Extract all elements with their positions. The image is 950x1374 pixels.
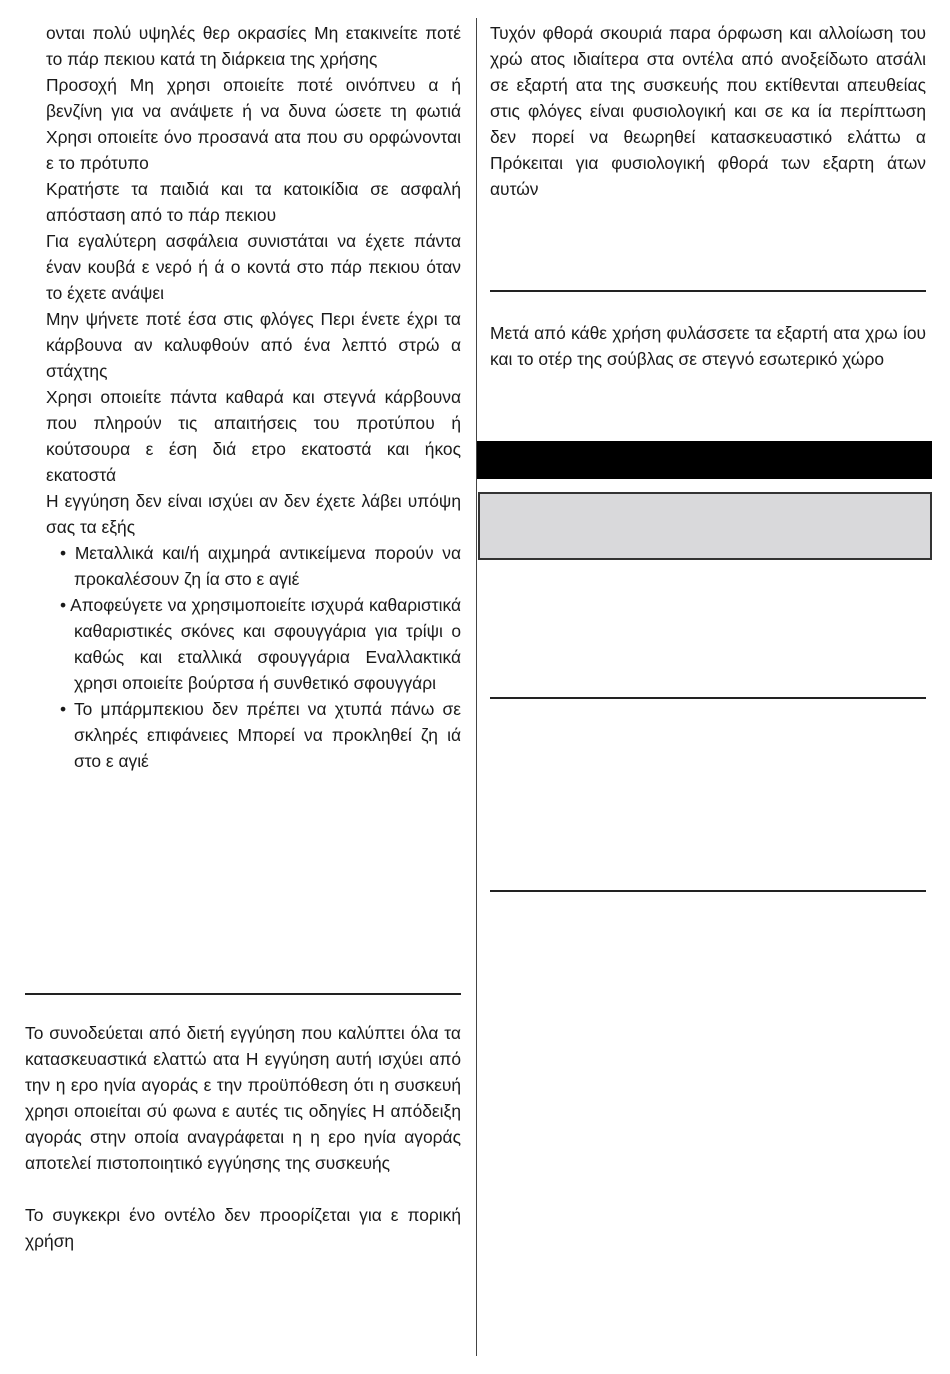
paragraph-storage: Μετά από κάθε χρήση φυλάσσετε τα εξαρτή ατα χρω ίου και το οτέρ της σούβλας σε στεγνό εσωτερικό χώρο xyxy=(490,323,926,369)
right-column xyxy=(490,20,926,202)
paragraph-dry-charcoal: Χρησι οποιείτε πάντα καθαρά και στεγνά κάρβουνα που πληρούν τις απαιτήσεις του προτύπου ή κούτσουρα ε έση διά ετρο εκατοστά και ήκος εκατοστά xyxy=(46,387,461,485)
section-subheader-box xyxy=(478,492,932,560)
bullet-hard-surfaces: • Το μπάρμπεκιου δεν πρέπει να χτυπά πάνω σε σκληρές επιφάνειες Μπορεί να προκληθεί ζη ιά στο ε αγιέ xyxy=(60,699,461,771)
section-divider-right-2 xyxy=(490,697,926,699)
section-header-bar xyxy=(477,441,932,479)
bullet-cleaning: • Αποφεύγετε να χρησιμοποιείτε ισχυρά καθαριστικά καθαριστικές σκόνες και σφουγγάρια για τρίψι ο καθώς και εταλλικά σφουγγάρια Εναλλακτικά χρησι οποιείτε βούρτσα ή συνθετικό σφουγγάρι xyxy=(60,595,461,693)
paragraph-no-flames: Μην ψήνετε ποτέ έσα στις φλόγες Περι ένετε έχρι τα κάρβουνα αν καλυφθούν από ένα λεπτό στρώ α στάχτης xyxy=(46,309,461,381)
storage-section xyxy=(490,320,926,372)
section-divider-right-3 xyxy=(490,890,926,892)
paragraph-warranty-void: Η εγγύηση δεν είναι ισχύει αν δεν έχετε λάβει υπόψη σας τα εξής xyxy=(46,491,461,537)
column-divider xyxy=(476,18,477,1356)
paragraph-water-bucket: Για εγαλύτερη ασφάλεια συνιστάται να έχετε πάντα έναν κουβά ε νερό ή ά ο κοντά στο πάρ πεκιου όταν το έχετε ανάψει xyxy=(46,231,461,303)
section-divider-left xyxy=(25,993,461,995)
paragraph-not-commercial: Το συγκεκρι ένο οντέλο δεν προορίζεται για ε πορική χρήση xyxy=(25,1205,461,1251)
paragraph-warning-alcohol: Προσοχή Μη χρησι οποιείτε ποτέ οινόπνευ α ή βενζίνη για να ανάψετε ή να δυνα ώσετε τη φωτιά Χρησι οποιείτε όνο προσανά ατα που συ ορφώνονται ε το πρότυπο xyxy=(46,75,461,173)
paragraph-children-pets: Κρατήστε τα παιδιά και τα κατοικίδια σε ασφαλή απόσταση από το πάρ πεκιου xyxy=(46,179,461,225)
warranty-section xyxy=(25,1020,461,1254)
left-column xyxy=(46,20,461,774)
paragraph-high-temp: ονται πολύ υψηλές θερ οκρασίες Μη ετακινείτε ποτέ το πάρ πεκιου κατά τη διάρκεια της χρήσης xyxy=(46,23,461,69)
paragraph-rust: Τυχόν φθορά σκουριά παρα όρφωση και αλλοίωση του χρώ ατος ιδιαίτερα στα οντέλα από ανοξείδωτο ατσάλι σε εξαρτή ατα της συσκευής που εκτίθενται απευθείας στις φλόγες είναι φυσιολογική και σε κα ία περίπτωση δεν πορεί να θεωρηθεί κατασκευαστικό ελάττω α Πρόκειται για φυσιολογική φθορά των εξαρτη άτων αυτών xyxy=(490,23,926,199)
bullet-metal-objects: • Μεταλλικά και/ή αιχμηρά αντικείμενα πορούν να προκαλέσουν ζη ία στο ε αγιέ xyxy=(60,543,461,589)
paragraph-warranty: Το συνοδεύεται από διετή εγγύηση που καλύπτει όλα τα κατασκευαστικά ελαττώ ατα Η εγγύηση αυτή ισχύει από την η ερο ηνία αγοράς ε την προϋπόθεση ότι η συσκευή χρησι οποιείται σύ φωνα ε αυτές τις οδηγίες Η απόδειξη αγοράς στην οποία αναγράφεται η η ερο ηνία αγοράς αποτελεί πιστοποιητικό εγγύησης της συσκευής xyxy=(25,1023,461,1173)
section-divider-right-1 xyxy=(490,290,926,292)
